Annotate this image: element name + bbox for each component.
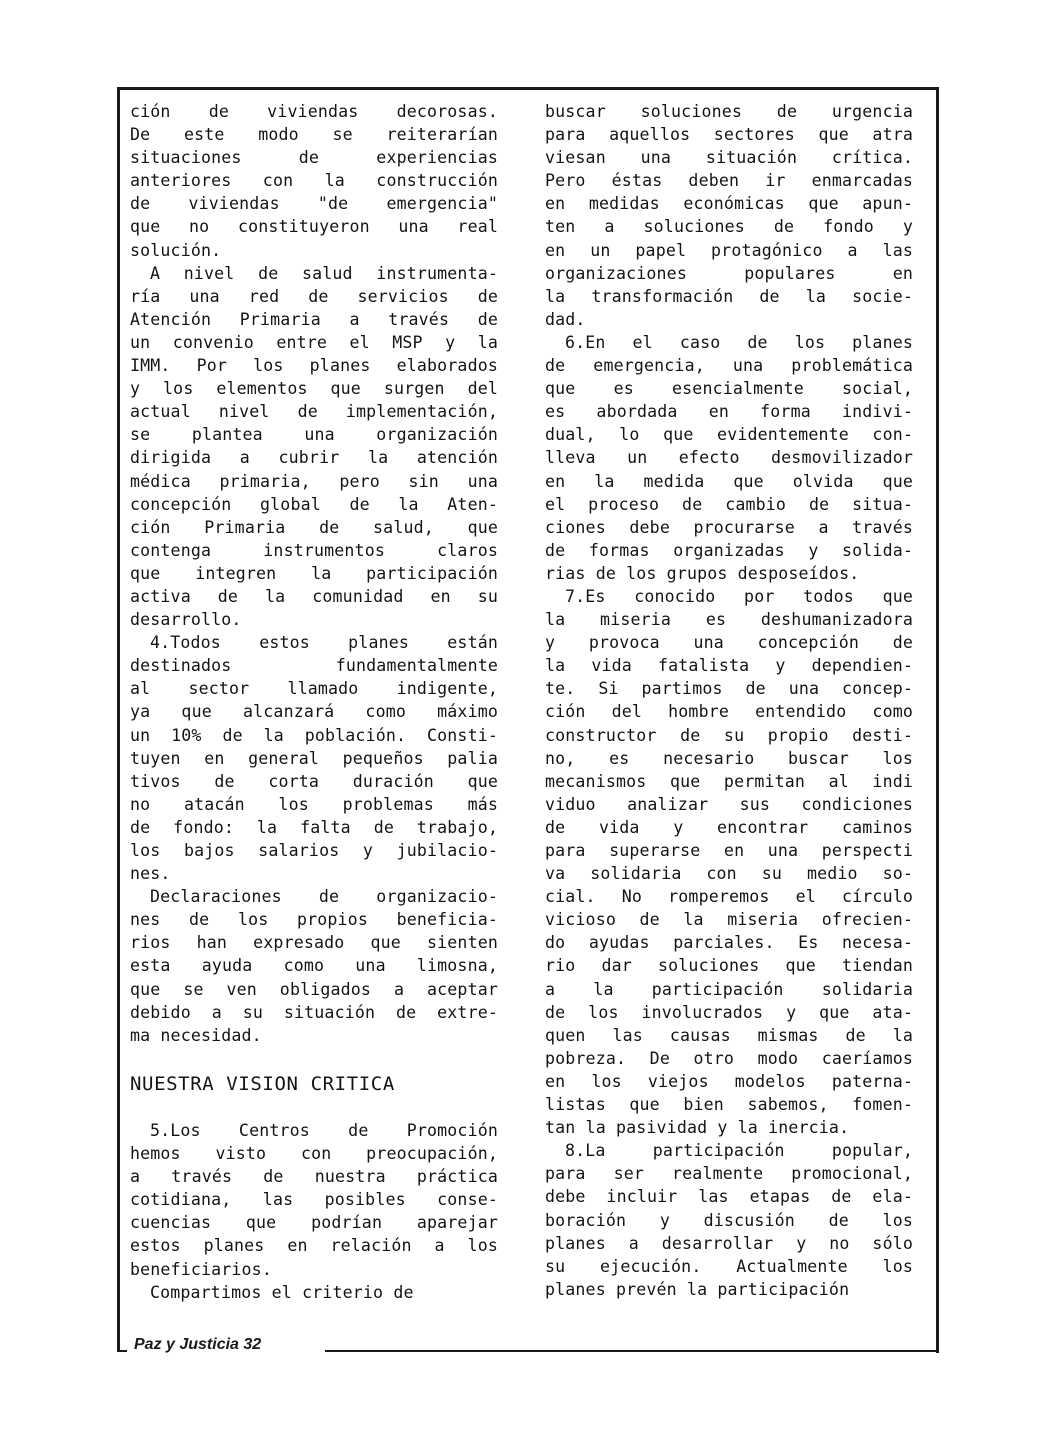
- text-line: viesan una situación crítica.: [545, 148, 913, 168]
- text-line: dad.: [545, 309, 586, 329]
- text-line: nes de los propios beneficia-: [130, 910, 498, 930]
- text-line: dirigida a cubrir la atención: [130, 448, 498, 468]
- text-line: la vida fatalista y dependien-: [545, 656, 913, 676]
- text-line: rio dar soluciones que tiendan: [545, 956, 913, 976]
- text-line: no atacán los problemas más: [130, 794, 498, 814]
- heading-spacer: [130, 1047, 498, 1070]
- text-line: Pero éstas deben ir enmarcadas: [545, 171, 913, 191]
- text-line: esta ayuda como una limosna,: [130, 956, 498, 976]
- text-line: actual nivel de implementación,: [130, 402, 498, 422]
- page-footer: Paz y Justicia 32: [134, 1336, 262, 1353]
- text-line: rias de los grupos desposeídos.: [545, 563, 860, 583]
- text-line: quen las causas mismas de la: [545, 1025, 913, 1045]
- text-line: que no constituyeron una real: [130, 217, 498, 237]
- text-line: de los involucrados y que ata-: [545, 1002, 913, 1022]
- text-line: pobreza. De otro modo caeríamos: [545, 1048, 913, 1068]
- text-line: en la medida que olvida que: [545, 471, 913, 491]
- text-line: IMM. Por los planes elaborados: [130, 356, 498, 376]
- text-line: De este modo se reiterarían: [130, 125, 498, 145]
- page-frame-bottom-rule: [325, 1350, 939, 1352]
- text-line: viduo analizar sus condiciones: [545, 794, 913, 814]
- left-column-body-after-heading: [130, 1119, 498, 1304]
- text-line: en un papel protagónico a las: [545, 240, 913, 260]
- text-line: lleva un efecto desmovilizador: [545, 448, 913, 468]
- text-line: Atención Primaria a través de: [130, 309, 498, 329]
- text-line: es abordada en forma indivi-: [545, 402, 913, 422]
- text-line: tuyen en general pequeños palia: [130, 748, 498, 768]
- text-line: planes a desarrollar y no sólo: [545, 1233, 913, 1253]
- text-line: 4.Todos estos planes están: [149, 633, 498, 653]
- text-line: tan la pasividad y la inercia.: [545, 1118, 850, 1138]
- text-line: cuencias que podrían aparejar: [130, 1213, 498, 1233]
- text-line: planes prevén la participación: [545, 1279, 850, 1299]
- text-line: de vida y encontrar caminos: [545, 817, 913, 837]
- text-line: de viviendas "de emergencia": [130, 194, 498, 214]
- text-line: concepción global de la Aten-: [130, 494, 498, 514]
- page-frame-top-rule: [117, 87, 939, 90]
- text-line: ciones debe procurarse a través: [545, 517, 913, 537]
- text-line: de emergencia, una problemática: [545, 356, 913, 376]
- text-line: organizaciones populares en: [545, 263, 913, 283]
- text-line: Compartimos el criterio de: [149, 1282, 414, 1302]
- text-line: desarrollo.: [130, 610, 242, 630]
- text-line: beneficiarios.: [130, 1259, 272, 1279]
- text-line: te. Si partimos de una concep-: [545, 679, 913, 699]
- text-line: los bajos salarios y jubilacio-: [130, 841, 498, 860]
- text-line: un 10% de la población. Consti-: [130, 725, 498, 745]
- text-line: ción de viviendas decorosas.: [130, 102, 498, 121]
- text-line: contenga instrumentos claros: [130, 540, 498, 560]
- text-line: mecanismos que permitan al indi: [545, 771, 913, 791]
- text-line: médica primaria, pero sin una: [130, 471, 498, 491]
- text-line: boración y discusión de los: [545, 1210, 913, 1230]
- text-line: de formas organizadas y solida-: [545, 540, 913, 560]
- text-line: y provoca una concepción de: [545, 633, 913, 653]
- text-line: tivos de corta duración que: [130, 771, 498, 791]
- heading-spacer: [130, 1096, 498, 1119]
- text-line: estos planes en relación a los: [130, 1236, 498, 1256]
- text-line: A nivel de salud instrumenta-: [149, 263, 498, 283]
- text-line: 8.La participación popular,: [564, 1141, 913, 1161]
- text-line: cial. No romperemos el círculo: [545, 887, 913, 907]
- text-line: cotidiana, las posibles conse-: [130, 1190, 498, 1210]
- right-column-body: [545, 100, 913, 1301]
- text-line: la transformación de la socie-: [545, 286, 913, 306]
- text-line: en los viejos modelos paterna-: [545, 1071, 913, 1091]
- text-line: ción Primaria de salud, que: [130, 517, 498, 537]
- text-line: Declaraciones de organizacio-: [149, 887, 498, 907]
- text-line: que es esencialmente social,: [545, 379, 913, 399]
- text-line: y los elementos que surgen del: [130, 379, 498, 399]
- page-frame-right-rule: [936, 87, 939, 1353]
- text-line: que integren la participación: [130, 563, 498, 583]
- text-line: vicioso de la miseria ofrecien-: [545, 910, 913, 930]
- text-line: no, es necesario buscar los: [545, 748, 913, 768]
- text-line: debido a su situación de extre-: [130, 1002, 498, 1022]
- text-line: para aquellos sectores que atra: [545, 125, 913, 145]
- text-line: dual, lo que evidentemente con-: [545, 425, 913, 445]
- right-column: [545, 100, 913, 1301]
- text-line: el proceso de cambio de situa-: [545, 494, 913, 514]
- text-line: anteriores con la construcción: [130, 171, 498, 191]
- text-line: do ayudas parciales. Es necesa-: [545, 933, 913, 953]
- left-column: [130, 100, 498, 1304]
- text-line: ten a soluciones de fondo y: [545, 217, 913, 237]
- text-line: constructor de su propio desti-: [545, 725, 913, 745]
- text-line: la miseria es deshumanizadora: [545, 610, 913, 630]
- page-frame-left-rule: [117, 87, 120, 1352]
- text-line: a través de nuestra práctica: [130, 1167, 498, 1187]
- text-line: en medidas económicas que apun-: [545, 194, 913, 214]
- text-line: ría una red de servicios de: [130, 286, 498, 306]
- text-line: su ejecución. Actualmente los: [545, 1256, 913, 1276]
- text-line: va solidaria con su medio so-: [545, 864, 913, 884]
- text-line: para superarse en una perspecti: [545, 841, 913, 860]
- text-line: un convenio entre el MSP y la: [130, 332, 498, 352]
- text-line: ya que alcanzará como máximo: [130, 702, 498, 722]
- text-line: activa de la comunidad en su: [130, 586, 498, 606]
- text-line: buscar soluciones de urgencia: [545, 102, 913, 121]
- section-heading: NUESTRA VISION CRITICA: [130, 1072, 395, 1095]
- text-line: listas que bien sabemos, fomen-: [545, 1095, 913, 1115]
- text-line: situaciones de experiencias: [130, 148, 498, 168]
- text-line: que se ven obligados a aceptar: [130, 979, 498, 999]
- text-line: debe incluir las etapas de ela-: [545, 1187, 913, 1207]
- text-line: al sector llamado indigente,: [130, 679, 498, 699]
- text-line: 7.Es conocido por todos que: [564, 586, 913, 606]
- text-line: solución.: [130, 240, 222, 260]
- text-line: hemos visto con preocupación,: [130, 1144, 498, 1164]
- text-line: se plantea una organización: [130, 425, 498, 445]
- left-column-body: [130, 100, 498, 1047]
- text-line: ma necesidad.: [130, 1025, 262, 1045]
- text-line: destinados fundamentalmente: [130, 656, 498, 676]
- text-line: para ser realmente promocional,: [545, 1164, 913, 1184]
- text-line: 6.En el caso de los planes: [564, 332, 913, 352]
- text-line: de fondo: la falta de trabajo,: [130, 817, 498, 837]
- text-line: a la participación solidaria: [545, 979, 913, 999]
- text-line: nes.: [130, 864, 171, 884]
- text-line: 5.Los Centros de Promoción: [149, 1120, 498, 1140]
- text-line: ción del hombre entendido como: [545, 702, 913, 722]
- page-frame-bottom-left-rule: [117, 1350, 127, 1352]
- text-line: rios han expresado que sienten: [130, 933, 498, 953]
